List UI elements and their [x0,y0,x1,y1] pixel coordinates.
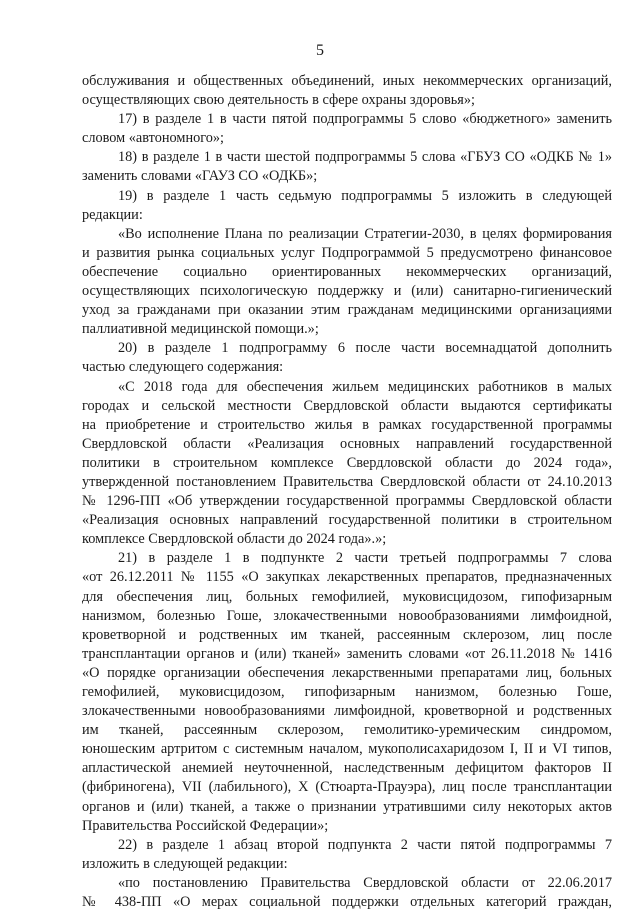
body-text [82,72,612,912]
text-line: политики в строительном комплексе Свердловской области до 2024 года», [82,454,612,471]
text-line: утвержденной постановлением Правительства Свердловской области от 24.10.2013 [82,473,612,490]
text-line: обслуживания и общественных объединений, иных некоммерческих организаций, [82,73,612,89]
text-line: «по постановлению Правительства Свердловской области от 22.06.2017 [118,874,612,891]
text-line: 17) в разделе 1 в части пятой подпрограммы 5 слово «бюджетного» заменить [118,111,612,128]
text-line: апластической анемией неуточненной, наследственным дефицитом факторов II [82,760,612,777]
text-line: гемофилией, муковисцидозом, гипофизарным нанизмом, болезнью Гоше, [82,684,612,700]
text-line: частью следующего содержания: [82,359,284,376]
text-line: на приобретение и строительство жилья в рамках государственной программы [82,416,612,433]
text-line: 19) в разделе 1 часть седьмую подпрограммы 5 изложить в следующей [118,187,612,204]
text-line: органов и (или) тканей, а также о признании утратившими силу некоторых актов [82,798,612,815]
text-line: № 1296-ПП «Об утверждении государственной программы Свердловской области [82,493,612,510]
text-line: «Реализация основных направлений государственной политики в строительном [82,512,612,529]
text-line: 20) в разделе 1 подпрограмму 6 после части восемнадцатой дополнить [118,340,612,357]
text-line: «О порядке организации обеспечения лекарственными препаратами лиц, больных [82,664,612,681]
text-line: (фибриногена), VII (лабильного), X (Стюарта-Прауэра), лиц после трансплантации [82,779,612,796]
text-line: уход за гражданами при оказании этим гражданам медицинскими организациями [82,302,612,319]
text-line: 21) в разделе 1 в подпункте 2 части третьей подпрограммы 7 слова [118,550,612,567]
text-line: «С 2018 года для обеспечения жильем медицинских работников в малых [118,378,612,395]
text-line: Свердловской области «Реализация основных направлений государственной [82,435,612,452]
text-line: трансплантации органов и (или) тканей» заменить словами «от 26.11.2018 № 1416 [82,645,612,662]
text-line: заменить словами «ГАУЗ СО «ОДКБ»; [82,168,318,185]
text-line: обеспечение социально ориентированных некоммерческих организаций, [82,263,612,280]
text-line: 22) в разделе 1 абзац второй подпункта 2 части пятой подпрограммы 7 [118,836,612,853]
text-line: городах и сельской местности Свердловской области выдаются сертификаты [82,397,612,414]
text-line: паллиативной медицинской помощи.»; [82,321,319,338]
text-line: нанизмом, болезнью Гоше, злокачественными новообразованиями лимфоидной, [82,607,612,624]
text-line: кроветворной и родственных им тканей, рассеянным склерозом, лиц после [82,626,612,643]
text-line: изложить в следующей редакции: [82,855,288,872]
text-line: им тканей, рассеянным склерозом, гемолитико-уремическим синдромом, [82,722,612,739]
text-line: «от 26.12.2011 № 1155 «О закупках лекарственных препаратов, предназначенных [82,569,612,586]
text-line: 18) в разделе 1 в части шестой подпрограммы 5 слова «ГБУЗ СО «ОДКБ № 1» [118,149,612,166]
text-line: редакции: [82,206,143,223]
text-line: осуществляющих психологическую поддержку и (или) санитарно-гигиенический [82,283,612,300]
text-line: № 438-ПП «О мерах социальной поддержки отдельных категорий граждан, [82,894,612,911]
text-line: Правительства Российской Федерации»; [82,817,329,834]
text-line: осуществляющих свою деятельность в сфере охраны здоровья»; [82,92,476,109]
page-number: 5 [316,42,324,59]
text-line: юношеским артритом с системным началом, мукополисахаридозом I, II и VI типов, [82,741,612,758]
text-line: комплексе Свердловской области до 2024 года».»; [82,531,387,548]
text-line: злокачественными новообразованиями лимфоидной, кроветворной и родственных [82,703,612,720]
text-line: «Во исполнение Плана по реализации Стратегии-2030, в целях формирования [118,225,612,242]
text-line: словом «автономного»; [82,130,225,147]
text-line: для обеспечения лиц, больных гемофилией, муковисцидозом, гипофизарным [82,588,612,605]
text-line: и развития рынка социальных услуг Подпрограммой 5 предусмотрено финансовое [82,244,612,261]
